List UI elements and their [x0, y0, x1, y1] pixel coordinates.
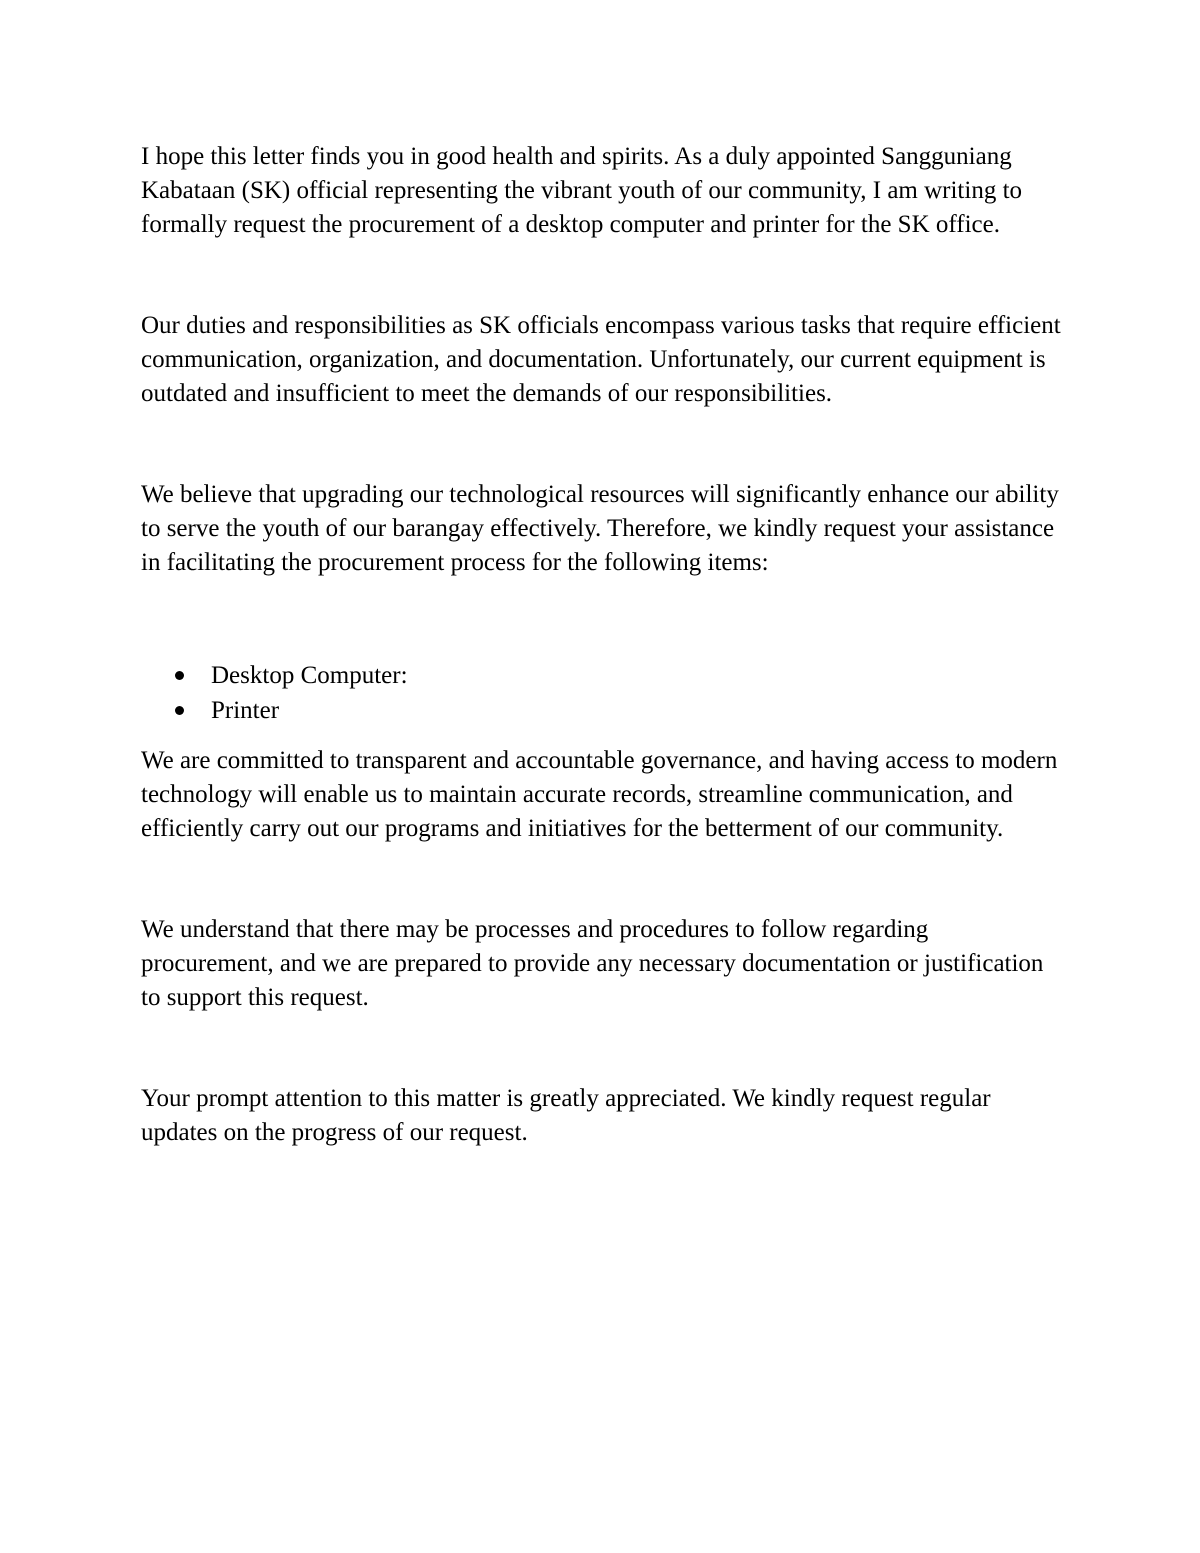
paragraph-spacer	[141, 580, 1066, 658]
bullet-icon	[175, 706, 184, 715]
paragraph-closing: Your prompt attention to this matter is greatly appreciated. We kindly request regular updates on the progress of our request.	[141, 1085, 991, 1146]
paragraph-spacer	[141, 242, 1066, 309]
paragraph-spacer	[141, 1015, 1066, 1082]
paragraph-procedures: We understand that there may be processes and procedures to follow regarding procurement, and we are prepared to provide any necessary documentation or justification to support this request.	[141, 916, 1044, 1011]
paragraph-spacer	[141, 846, 1066, 913]
list-item-label: Printer	[211, 697, 280, 724]
letter-body	[141, 140, 1066, 1150]
list-item	[141, 658, 1066, 693]
list-item	[141, 693, 1066, 728]
paragraph-request: We believe that upgrading our technological resources will significantly enhance our ability to serve the youth of our barangay effectively. Therefore, we kindly request your assistance in facilitating the procurement process for the following items:	[141, 481, 1059, 576]
paragraph-spacer	[141, 411, 1066, 478]
bullet-icon	[175, 671, 184, 680]
requested-items-list	[141, 658, 1066, 728]
paragraph-duties: Our duties and responsibilities as SK officials encompass various tasks that require efficient communication, organization, and documentation. Unfortunately, our current equipment is outdated and insufficient to meet the demands of our responsibilities.	[141, 312, 1061, 407]
paragraph-greeting: I hope this letter finds you in good health and spirits. As a duly appointed Sangguniang Kabataan (SK) official representing the vibrant youth of our community, I am writing to formally request the procurement of a desktop computer and printer for the SK office.	[141, 143, 1023, 238]
paragraph-commitment: We are committed to transparent and accountable governance, and having access to modern technology will enable us to maintain accurate records, streamline communication, and efficiently carry out our programs and initiatives for the betterment of our community.	[141, 747, 1058, 842]
paragraph-spacer	[141, 728, 1066, 744]
list-item-label: Desktop Computer:	[211, 662, 408, 689]
